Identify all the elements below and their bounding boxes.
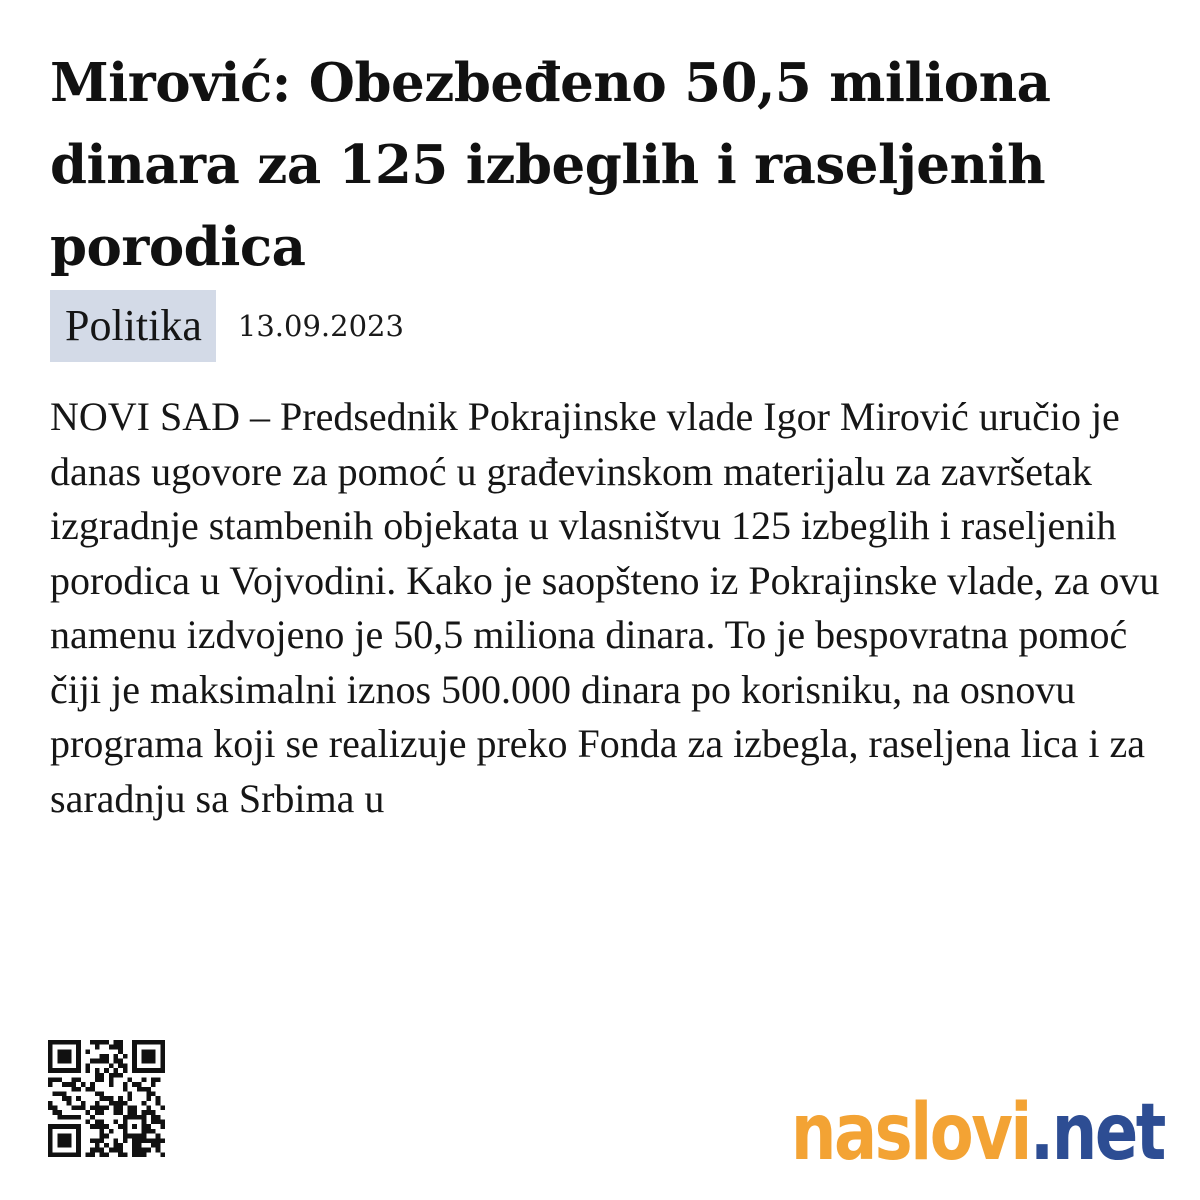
logo-text <box>791 1088 1164 1178</box>
logo-suffix: net <box>1051 1088 1164 1178</box>
qr-code-icon <box>48 1040 165 1157</box>
publish-date: 13.09.2023 <box>237 309 404 343</box>
text-fade-overlay <box>50 820 1160 1010</box>
article-headline: Mirović: Obezbeđeno 50,5 miliona dinara za 125 izbeglih i raseljenih porodica <box>50 52 1051 278</box>
article-body <box>50 390 1160 1010</box>
article-text: NOVI SAD – Predsednik Pokrajinske vlade Igor Mirović uručio je danas ugovore za pomoć u građevinskom materijalu za završetak izgradnje stambenih objekata u vlasništvu 125 izbeglih i raseljenih porodica u Vojvodini. Kako je saopšteno iz Pokrajinske vlade, za ovu namenu izdvojeno je 50,5 miliona dinara. To je bespovratna pomoć čiji je maksimalni iznos 500.000 dinara po korisniku, na osnovu programa koji se realizuje preko Fonda za izbegla, raseljena lica i za saradnju sa Srbima u <box>50 394 1160 821</box>
logo-dot: . <box>1030 1088 1052 1178</box>
category-badge[interactable]: Politika <box>50 290 216 362</box>
article-meta <box>50 290 404 362</box>
naslovi-logo[interactable] <box>709 1062 1164 1178</box>
logo-main: naslovi <box>791 1088 1031 1178</box>
